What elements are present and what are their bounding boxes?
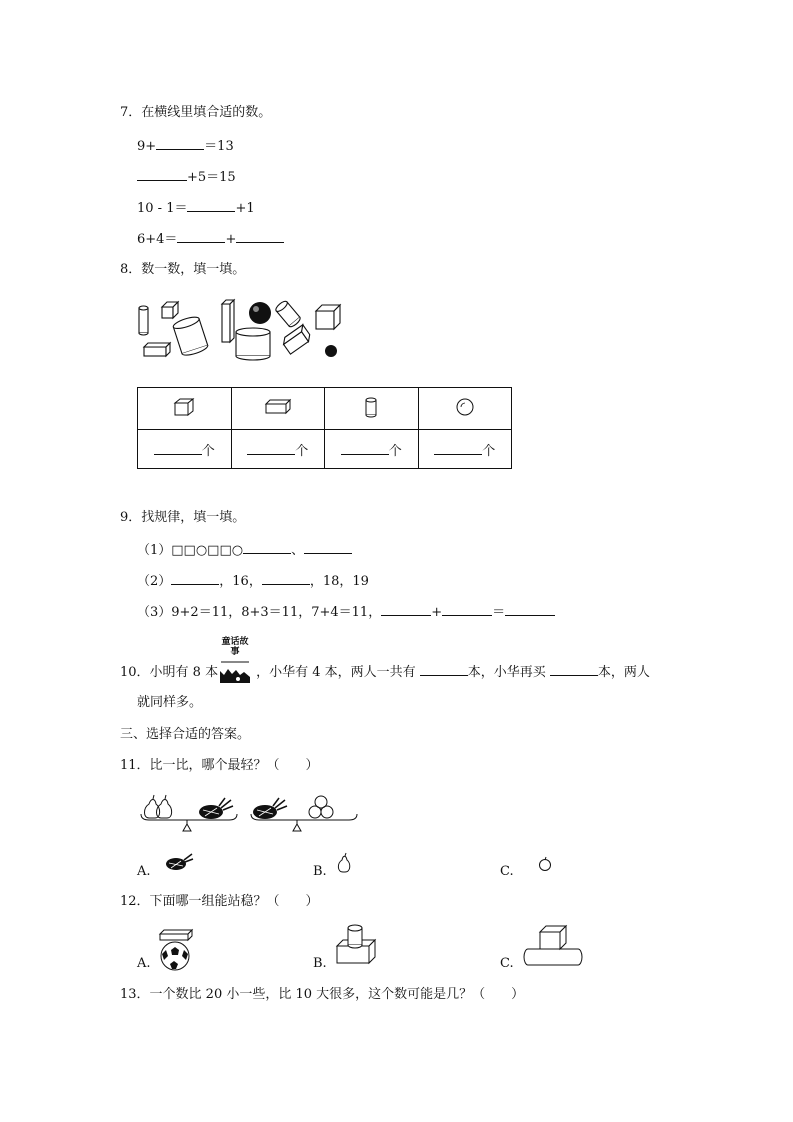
q7-title: 7．在横线里填合适的数。 <box>120 105 272 120</box>
sphere-icon <box>325 345 337 357</box>
q7-line3-left: 10 - 1＝ <box>137 201 188 216</box>
option-a[interactable]: A. <box>137 956 151 971</box>
table-header-cell <box>231 388 325 430</box>
apple-icon <box>315 796 327 808</box>
table-header-cell <box>418 388 512 430</box>
book-title: 童话故事 <box>221 637 249 657</box>
pineapple-icon <box>164 852 194 872</box>
q9-line1-prefix: （1）□□○□□○ <box>137 543 244 558</box>
cube-icon <box>162 302 178 318</box>
q7-line1-left: 9+ <box>137 139 157 154</box>
cuboid-icon <box>264 399 292 415</box>
answer-blank[interactable] <box>304 541 352 554</box>
q9-line3-equals: ＝ <box>492 605 506 620</box>
unit-label: 个 <box>201 443 215 459</box>
q12-title: 12．下面哪一组能站稳？（ ） <box>120 894 319 909</box>
answer-blank[interactable] <box>505 603 555 616</box>
count-cell <box>231 430 325 469</box>
q10-text: 10．小明有 8 本 <box>120 665 219 680</box>
q9-title: 9．找规律，填一填。 <box>120 510 246 525</box>
count-table <box>137 387 512 469</box>
q9-line3-plus: + <box>431 605 443 620</box>
option-b[interactable]: B. <box>313 864 327 879</box>
board-on-ball-icon <box>158 928 194 972</box>
cylinder-icon <box>236 328 270 360</box>
count-cell <box>418 430 512 469</box>
table-header-cell <box>138 388 232 430</box>
cylinder-icon <box>274 300 301 329</box>
option-c[interactable]: C. <box>500 864 514 879</box>
cuboid-icon <box>144 343 170 356</box>
q7-line3-right: +1 <box>235 201 255 216</box>
answer-blank[interactable] <box>156 137 204 150</box>
q7-line2 <box>137 168 236 186</box>
q7-line4 <box>137 230 284 248</box>
q10-text: 本，小华再买 <box>467 665 546 680</box>
answer-blank[interactable] <box>442 603 492 616</box>
balance-scales-illustration <box>139 790 359 832</box>
cuboid-icon <box>281 325 313 354</box>
q7-line1 <box>137 137 234 155</box>
count-cell <box>325 430 419 469</box>
pear-icon <box>336 852 352 874</box>
answer-blank[interactable] <box>381 603 431 616</box>
q8-title: 8．数一数，填一填。 <box>120 262 246 277</box>
q10-text: 本，两人 <box>597 665 650 680</box>
q7-line4-plus: + <box>225 232 237 247</box>
sphere-icon <box>249 302 271 324</box>
cylinder-icon <box>363 396 379 418</box>
cylinder-icon <box>139 306 148 335</box>
solids-illustration <box>136 296 351 364</box>
answer-blank[interactable] <box>187 199 235 212</box>
option-b[interactable]: B. <box>313 956 327 971</box>
answer-blank[interactable] <box>434 442 482 455</box>
q10-line1 <box>120 663 650 681</box>
answer-blank[interactable] <box>243 541 291 554</box>
q7-line3 <box>137 199 255 217</box>
answer-blank[interactable] <box>262 572 310 585</box>
q9-line2-tail: ，18，19 <box>309 574 369 589</box>
pineapple-icon <box>253 798 287 819</box>
q9-line2-middle: ，16， <box>219 574 262 589</box>
q7-line1-right: ＝13 <box>204 139 234 154</box>
q9-line2-prefix: （2） <box>137 574 172 589</box>
q9-line3-prefix: （3）9+2＝11，8+3＝11，7+4＝11， <box>137 605 382 620</box>
answer-blank[interactable] <box>341 442 389 455</box>
cylinder-on-cuboid-icon <box>334 922 378 966</box>
q9-line1 <box>137 541 352 559</box>
answer-blank[interactable] <box>177 230 225 243</box>
option-a[interactable]: A. <box>137 864 151 879</box>
cylinder-icon <box>172 315 209 358</box>
q7-line2-right: +5＝15 <box>187 170 236 185</box>
q9-line1-separator: 、 <box>291 543 305 558</box>
answer-blank[interactable] <box>236 230 284 243</box>
count-cell <box>138 430 232 469</box>
q11-title: 11．比一比，哪个最轻？（ ） <box>120 758 319 773</box>
option-c[interactable]: C. <box>500 956 514 971</box>
cube-icon <box>173 397 195 417</box>
answer-blank[interactable] <box>247 442 295 455</box>
unit-label: 个 <box>388 443 402 459</box>
section-heading: 三、选择合适的答案。 <box>120 727 251 742</box>
q9-line3 <box>137 603 555 621</box>
answer-blank[interactable] <box>137 168 187 181</box>
q10-text: ，小华有 4 本，两人一共有 <box>256 665 416 680</box>
cuboid-icon <box>222 300 234 342</box>
cube-on-cylinder-icon <box>522 922 584 968</box>
table-header-cell <box>325 388 419 430</box>
sphere-icon <box>455 397 475 417</box>
unit-label: 个 <box>482 443 496 459</box>
cube-icon <box>316 305 340 329</box>
unit-label: 个 <box>295 443 309 459</box>
pineapple-icon <box>199 798 233 819</box>
answer-blank[interactable] <box>550 663 598 676</box>
q13-title: 13．一个数比 20 小一些，比 10 大很多，这个数可能是几？（ ） <box>120 987 525 1002</box>
apple-icon <box>537 856 553 872</box>
q7-line4-left: 6+4＝ <box>137 232 178 247</box>
answer-blank[interactable] <box>171 572 219 585</box>
q9-line2 <box>137 572 369 590</box>
answer-blank[interactable] <box>420 663 468 676</box>
answer-blank[interactable] <box>154 442 202 455</box>
q10-line2: 就同样多。 <box>137 695 203 710</box>
